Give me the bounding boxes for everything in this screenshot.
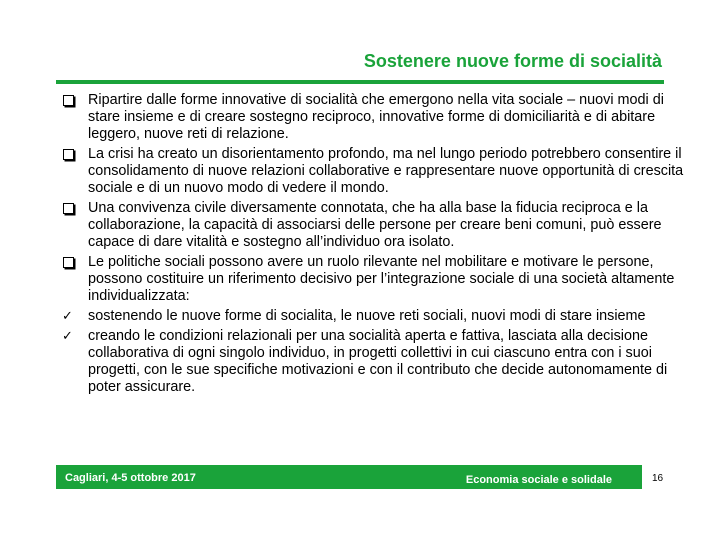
- bullet-item: [62, 308, 692, 325]
- checkmark-icon: ✓: [62, 309, 73, 324]
- page-number: 16: [652, 473, 664, 484]
- bullet-item: [62, 328, 692, 396]
- slide-title: Sostenere nuove forme di socialità: [363, 51, 662, 71]
- square-bullet-icon: [62, 92, 88, 109]
- footer-bar: [56, 465, 642, 489]
- checkmark-icon: ✓: [62, 329, 73, 344]
- bullet-list: [62, 92, 692, 399]
- bullet-text: Le politiche sociali possono avere un ruolo rilevante nel mobilitare e motivare le persone, possono costituire un riferimento decisivo per l’integrazione sociale di una società altamente individualizzata:: [88, 254, 675, 304]
- bullet-item: [62, 146, 692, 197]
- bullet-item: [62, 200, 692, 251]
- bullet-text: La crisi ha creato un disorientamento profondo, ma nel lungo periodo potrebbero consentire il consolidamento di nuove relazioni collaborative e rappresentare nuove opportunità di crescita sociale e di un nuovo modo di vedere il mondo.: [88, 146, 684, 196]
- footer-course-label: Economia sociale e solidale: [465, 474, 612, 486]
- bullet-item: [62, 92, 692, 143]
- footer-event-label: Cagliari, 4-5 ottobre 2017: [65, 472, 196, 484]
- square-bullet-icon: [62, 200, 88, 217]
- bullet-text: sostenendo le nuove forme di socialita, le nuove reti sociali, nuovi modi di stare insieme: [88, 308, 646, 324]
- bullet-text: Una convivenza civile diversamente connotata, che ha alla base la fiducia reciproca e la collaborazione, la capacità di associarsi delle persone per creare beni comuni, può essere capace di dare vitalità e sostegno all’individuo ora isolato.: [88, 200, 662, 250]
- bullet-text: creando le condizioni relazionali per una socialità aperta e fattiva, lasciata alla decisione collaborativa di ogni singolo individuo, in progetti collettivi in cui ciascuno entra con i suoi progetti, con le sue specifiche motivazioni e con il contributo che decide autonomamente di poter assicurare.: [88, 328, 668, 395]
- square-bullet-icon: [62, 146, 88, 163]
- square-bullet-icon: [62, 254, 88, 271]
- title-divider: [56, 80, 664, 84]
- bullet-item: [62, 254, 692, 305]
- bullet-text: Ripartire dalle forme innovative di socialità che emergono nella vita sociale – nuovi modi di stare insieme e di creare sostegno reciproco, innovative forme di domiciliarità e di abitare leggero, nuove reti di relazione.: [88, 92, 664, 142]
